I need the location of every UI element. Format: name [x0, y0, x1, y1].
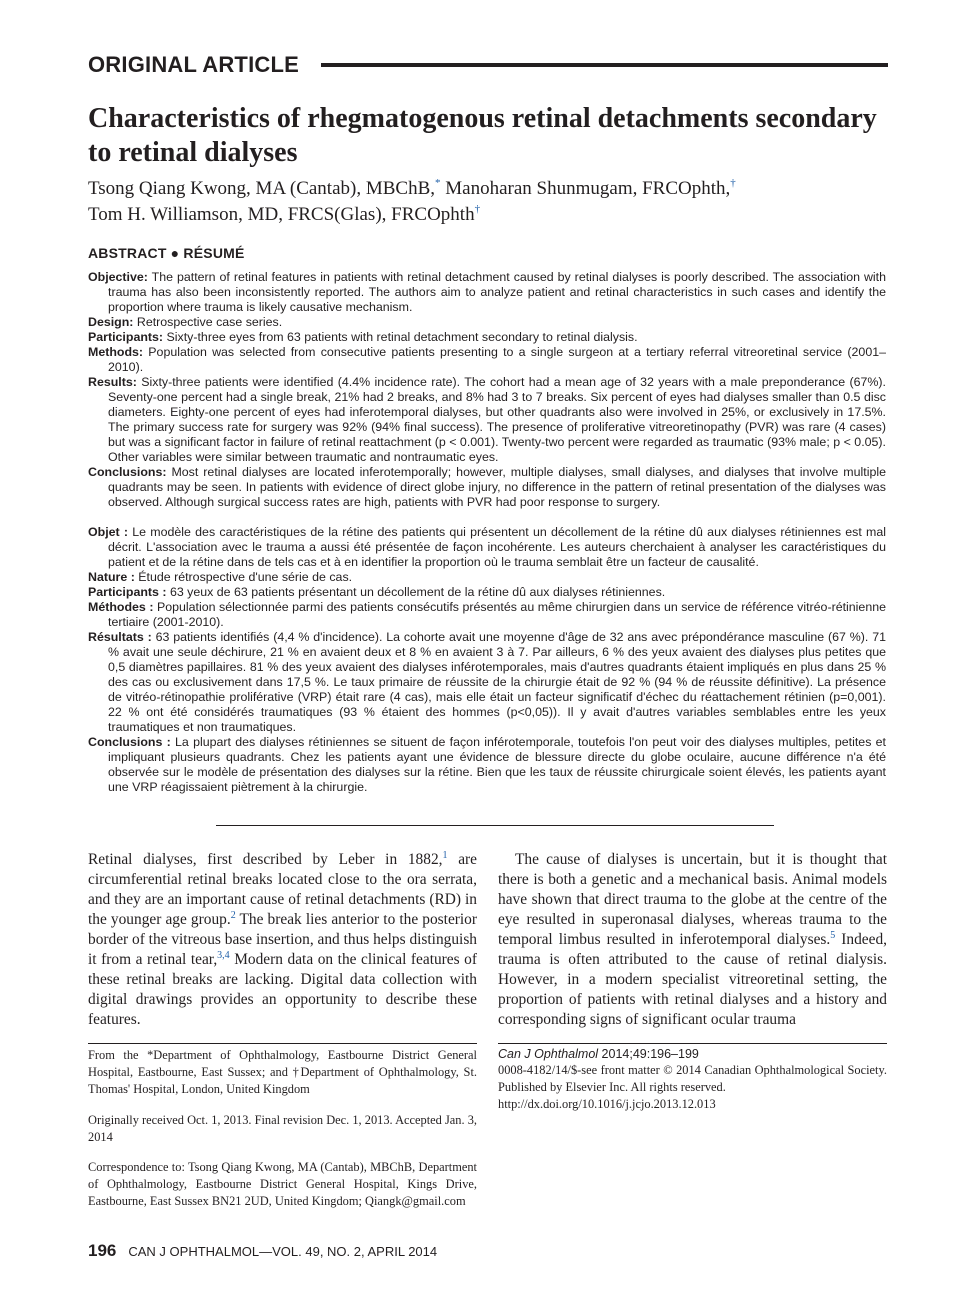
copyright-note: 0008-4182/14/$-see front matter © 2014 Canadian Ophthalmological Society. Published by Elsevier Inc. All rights reserved. [498, 1063, 887, 1094]
body-text: Indeed, trauma is often attributed to the cause of retinal dialysis. However, in a modern specialist vitreoretinal setting, the proportion of patients with retinal dialyses and a history and corresponding signs of significant ocular trauma [498, 931, 887, 1028]
body-text: Modern data on the clinical features of these retinal breaks are lacking. Digital data collection with digital drawings provides an opportunity to describe these features. [88, 951, 477, 1028]
abstract-item [88, 345, 886, 375]
abstract-item-label: Objective: [88, 270, 148, 284]
abstract-item-label: Participants: [88, 330, 164, 344]
abstract-item-text: Sixty-three eyes from 63 patients with retinal detachment secondary to retinal dialysis. [163, 330, 638, 344]
abstract-item [88, 375, 886, 465]
body-text: are circumferential retinal breaks located close to the ora serrata, and they are an important cause of retinal detachments (RD) in the younger age group. [88, 851, 477, 928]
abstract-item [88, 585, 886, 600]
body-text: The cause of dialyses is uncertain, but it is thought that there is both a genetic and a mechanical basis. Animal models have shown that direct trauma to the globe at the centre of the eye resulted in superonasal dialyses, whereas trauma to the temporal limbus resulted in inferotemporal dialyses. [498, 851, 887, 948]
abstract-item [88, 315, 886, 330]
running-head: CAN J OPHTHALMOL—VOL. 49, NO. 2, APRIL 2014 [128, 1244, 438, 1259]
abstract-item-label: Nature : [88, 570, 135, 584]
body-column-right [498, 850, 887, 1030]
reference-link[interactable]: 2 [230, 910, 236, 921]
abstract-item-label: Participants : [88, 585, 167, 599]
reference-link[interactable]: 1 [442, 850, 448, 861]
author-2: Manoharan Shunmugam, FRCOphth, [440, 178, 731, 199]
abstract-item-text: Sixty-three patients were identified (4.4% incidence rate). The cohort had a mean age of 32 years with a male preponderance (67%). Seventy-one percent had a single break, 21% had 2 breaks, and 8% had 3 to 7 breaks. Six percent of eyes had dialyses smaller than 0.5 disc diameters. Eighty-one percent of eyes had inferotemporal dialyses, but other quadrants also were involved in 25%, or exclusively in 17.5%. The primary success rate for surgery was 92% (94% final success). The presence of proliferative vitreoretinopathy (PVR) was rare (4 cases) but was a significant factor in failure of retinal reattachment (p < 0.001). Twenty-two percent were regarded as traumatic (93% male; p < 0.05). Other variables were similar between traumatic and nontraumatic eyes. [108, 375, 886, 464]
body-text: The break lies anterior to the posterior border of the vitreous base insertion, and thus helps distinguish it from a retinal tear, [88, 911, 477, 968]
abstract-item-text: 63 yeux de 63 patients présentant un décollement de la rétine dû aux dialyses rétiniennes. [166, 585, 666, 599]
footnote-rule-left [88, 1043, 477, 1044]
doi-link[interactable]: http://dx.doi.org/10.1016/j.jcjo.2013.12.013 [498, 1097, 716, 1111]
abstract-item-text: 63 patients identifiés (4,4 % d'incidence). La cohorte avait une moyenne d'âge de 32 ans avec prépondérance masculine (67 %). 71 % avait une seule déchirure, 21 % en avaient deux et 8 % en avaient 3 à 7. Par ailleurs, 6 % des yeux avaient des dialyses plus petites que 0,5 diamètres papillaires. 81 % des yeux avaient des dialyses inférotemporales, mais d'autres quadrants étaient impliqués en plus dans 25 % des cas ou exclusivement dans 17,5 %. Le taux primaire de réussite de la chirurgie était de 92 % (94 % de réussite définitive). La présence de vitréo-rétinopathie proliférative (VRP) était rare (4 cas), mais elle était un facteur significatif d'échec du réattachement rétinien (p=0,001). 22 % ont été considérés traumatiques (93 % étaient des hommes (p<0,05)). Il y avait d'autres variables semblables entre les yeux traumatiques et non traumatiques. [108, 630, 886, 734]
section-header [88, 50, 888, 80]
abstract-item-label: Conclusions: [88, 465, 167, 479]
section-rule [321, 63, 888, 67]
abstract-item-text: Population sélectionnée parmi des patients consécutifs présentés au même chirurgien dans un service de référence vitréo-rétinienne tertiaire (2001-2010). [108, 600, 886, 629]
abstract-item [88, 525, 886, 570]
abstract-item-label: Results: [88, 375, 137, 389]
author-1: Tsong Qiang Kwong, MA (Cantab), MBChB, [88, 178, 436, 199]
abstract-item-label: Méthodes : [88, 600, 154, 614]
abstract-item-text: La plupart des dialyses rétiniennes se situent de façon inférotemporale, toutefois l'on peut voir des dialyses multiples, petites et impliquant plusieurs quadrants. Chez les patients ayant une évidence de blessure directe du globe oculaire, aucune différence n'a été observée sur le modèle de présentation des dialyses sur la rétine. Bien que les taux de réussite chirurgicale soient élevés, les patients ayant une VRP réagissaient piètrement à la chirurgie. [108, 735, 886, 794]
body-text: Retinal dialyses, first described by Leber in 1882, [88, 851, 443, 868]
section-label: ORIGINAL ARTICLE [88, 52, 299, 77]
abstract-item [88, 600, 886, 630]
abstract-item-text: Retrospective case series. [133, 315, 283, 329]
footnote-rule-right [498, 1043, 887, 1044]
affiliation-note: From the *Department of Ophthalmology, Eastbourne District General Hospital, Eastbourne, East Sussex; and †Department of Ophthalmology, St. Thomas' Hospital, London, United Kingdom [88, 1048, 477, 1096]
abstract-item-text: Le modèle des caractéristiques de la rétine des patients qui présentent un décollement de la rétine dû aux dialyses rétiniennes est mal décrit. L'association avec le trauma a aussi été présentée de façon incohérente. Les auteurs cherchaient à analyser les caractéristiques du patient et de la rétine dans de tels cas et à en identifier la proportion où le trauma semblait être un facteur de causalité. [108, 525, 886, 569]
citation-journal: Can J Ophthalmol [498, 1047, 599, 1061]
author-list [88, 176, 888, 228]
abstract-item-text: Étude rétrospective d'une série de cas. [134, 570, 353, 584]
page-number: 196 [88, 1241, 117, 1260]
abstract-item-text: Population was selected from consecutive patients presenting to a single surgeon at a tertiary referral vitreoretinal service (2001–2010). [108, 345, 886, 374]
abstract-item-text: Most retinal dialyses are located inferotemporally; however, multiple dialyses, small dialyses, and dialyses that involve multiple quadrants may be seen. In patients with evidence of direct globe injury, no difference in the pattern of retinal presentation of the dialyses was observed. Although surgical success rates are high, patients with PVR had poor response to surgery. [108, 465, 886, 509]
abstract-french [88, 525, 886, 795]
abstract-item [88, 630, 886, 735]
abstract-divider [216, 825, 774, 826]
abstract-heading: ABSTRACT ● RÉSUMÉ [88, 245, 245, 261]
abstract-item [88, 570, 886, 585]
article-title: Characteristics of rhegmatogenous retinal detachments secondary to retinal dialyses [88, 103, 877, 168]
abstract-item [88, 735, 886, 795]
citation-volume: 2014;49:196–199 [598, 1047, 699, 1061]
author-2-affiliation-mark[interactable]: † [730, 177, 736, 189]
author-3-affiliation-mark[interactable]: † [474, 203, 481, 215]
abstract-item-text: The pattern of retinal features in patients with retinal detachment caused by retinal dialyses is poorly described. The association with trauma has also been inconsistently reported. The authors aim to analyze patient and retinal characteristics in such cases and identify the proportion where trauma is likely causative mechanism. [108, 270, 886, 314]
abstract-item-label: Objet : [88, 525, 129, 539]
reference-link[interactable]: 5 [830, 930, 836, 941]
abstract-item-label: Conclusions : [88, 735, 171, 749]
abstract-item-label: Methods: [88, 345, 144, 359]
author-1-affiliation-mark[interactable]: * [435, 177, 441, 189]
abstract-item-label: Design: [88, 315, 134, 329]
author-3: Tom H. Williamson, MD, FRCS(Glas), FRCOphth [88, 204, 475, 225]
reference-link[interactable]: 3,4 [217, 950, 230, 961]
page-footer [88, 1241, 437, 1261]
abstract-item [88, 330, 886, 345]
abstract-item-label: Résultats : [88, 630, 152, 644]
body-column-left [88, 850, 477, 1030]
abstract-item [88, 270, 886, 315]
correspondence-note: Correspondence to: Tsong Qiang Kwong, MA (Cantab), MBChB, Department of Ophthalmology, Eastbourne District General Hospital, Kings Drive, Eastbourne, East Sussex BN21 2UD, United Kingdom; Qiangk@gmail.com [88, 1160, 477, 1208]
abstract-english [88, 270, 886, 510]
citation-line [498, 1046, 887, 1063]
received-note: Originally received Oct. 1, 2013. Final revision Dec. 1, 2013. Accepted Jan. 3, 2014 [88, 1113, 477, 1144]
abstract-item [88, 465, 886, 510]
